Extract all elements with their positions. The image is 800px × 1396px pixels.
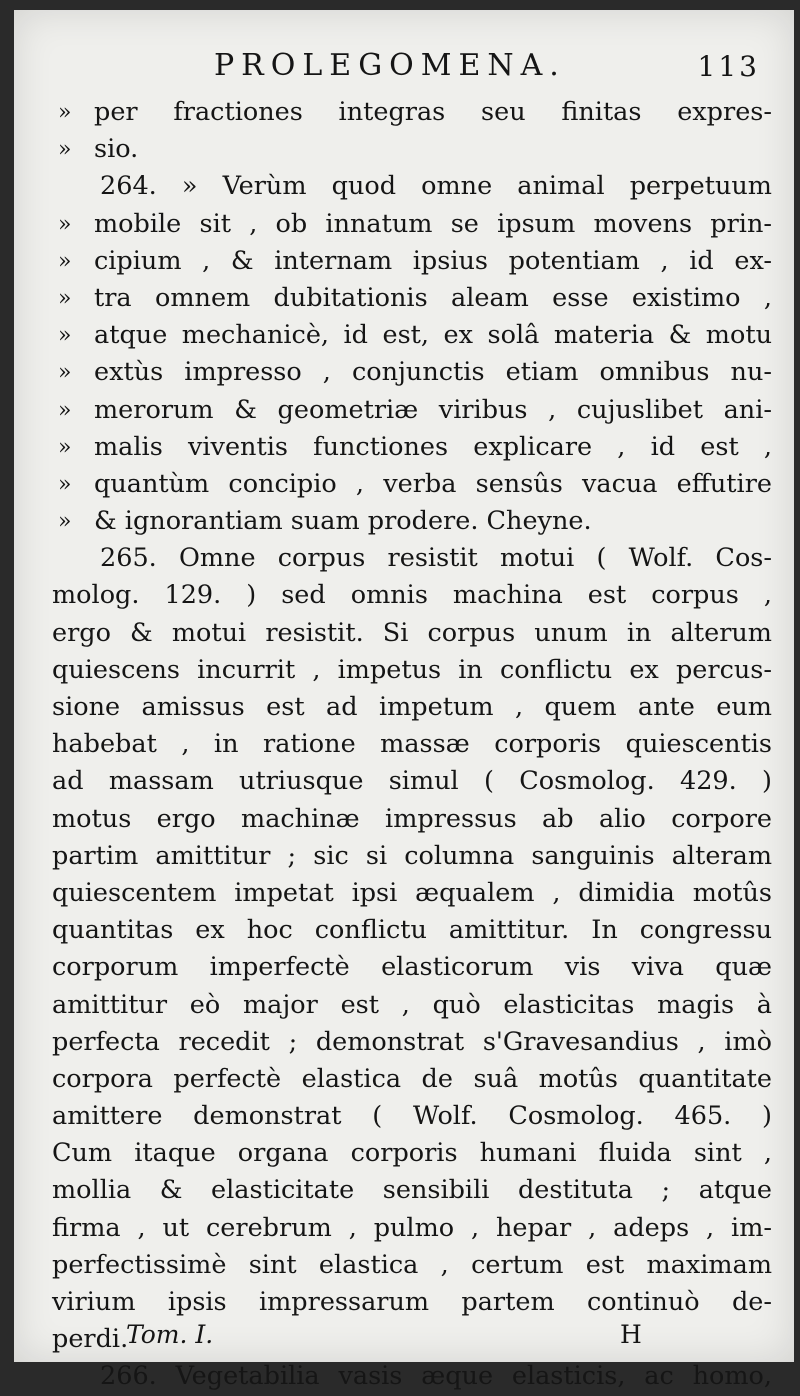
- line-text: perfectissimè sint elastica , certum est maximam: [52, 1249, 772, 1280]
- text-line: [52, 1061, 772, 1098]
- line-text: virium ipsis impressarum partem continuò de-: [52, 1287, 772, 1317]
- text-line: [52, 949, 772, 986]
- text-line: [52, 1284, 772, 1321]
- line-text: perdi.: [52, 1324, 129, 1355]
- text-line: [52, 429, 772, 466]
- quote-mark: »: [58, 397, 72, 423]
- quote-mark: »: [58, 285, 72, 311]
- line-text: habebat , in ratione massæ corporis quiescentis: [52, 729, 772, 760]
- line-text: quiescentem impetat ipsi æqualem , dimidia motûs: [52, 877, 772, 908]
- line-text: merorum & geometriæ viribus , cujuslibet ani-: [94, 394, 772, 425]
- text-line: [52, 1135, 772, 1172]
- line-text: cipium , & internam ipsius potentiam , id ex-: [94, 245, 772, 276]
- book-page: [14, 10, 794, 1392]
- line-text: corporum imperfectè elasticorum vis viva quæ: [52, 952, 772, 983]
- text-line: [52, 763, 772, 800]
- quote-mark: »: [58, 323, 72, 349]
- line-text: amittitur eò major est , quò elasticitas magis à: [52, 989, 772, 1020]
- line-text: per fractiones integras seu finitas expres-: [94, 97, 772, 127]
- line-text: corpora perfectè elastica de suâ motûs quantitate: [52, 1063, 772, 1094]
- line-text: malis viventis functiones explicare , id est ,: [94, 431, 772, 462]
- line-text: perfecta recedit ; demonstrat s'Gravesandius , imò: [52, 1026, 772, 1057]
- quote-mark: »: [58, 137, 72, 163]
- text-line: [52, 1210, 772, 1247]
- line-text: 266. Vegetabilia vasis æque elasticis, ac homo,: [100, 1361, 772, 1392]
- line-text: quiescens incurrit , impetus in conflictu ex percus-: [52, 654, 772, 685]
- line-text: partim amittitur ; sic si columna sanguinis alteram: [52, 840, 772, 871]
- quote-mark: »: [58, 471, 72, 497]
- line-text: mollia & elasticitate sensibili destituta ; atque: [52, 1175, 772, 1206]
- quote-mark: »: [58, 509, 72, 535]
- line-text: quantùm concipio , verba sensûs vacua effutire: [94, 468, 772, 499]
- text-line: [52, 280, 772, 317]
- line-text: 265. Omne corpus resistit motui ( Wolf. Cos-: [100, 543, 772, 574]
- text-line: [52, 838, 772, 875]
- text-line: [52, 317, 772, 354]
- signature-mark: H: [620, 1320, 642, 1349]
- text-line: [52, 875, 772, 912]
- text-line: [52, 652, 772, 689]
- line-text: tra omnem dubitationis aleam esse existimo ,: [94, 282, 772, 313]
- text-line: [52, 503, 772, 540]
- line-text: molog. 129. ) sed omnis machina est corpus ,: [52, 580, 772, 611]
- line-text: motus ergo machinæ impressus ab alio corpore: [52, 803, 772, 834]
- quote-mark: »: [58, 248, 72, 274]
- text-line: [52, 1358, 772, 1395]
- line-text: ad massam utriusque simul ( Cosmolog. 429. ): [52, 766, 772, 797]
- line-text: mobile sit , ob innatum se ipsum movens prin-: [94, 208, 772, 239]
- text-line: [52, 466, 772, 503]
- line-text: & ignorantiam suam prodere. Cheyne.: [94, 506, 592, 537]
- text-line: [52, 615, 772, 652]
- line-text: 264. » Verùm quod omne animal perpetuum: [100, 171, 772, 202]
- quote-mark: »: [58, 360, 72, 386]
- line-text: Cum itaque organa corporis humani fluida sint ,: [52, 1138, 772, 1169]
- text-line: [52, 1098, 772, 1135]
- text-line: [52, 689, 772, 726]
- page-number: 113: [697, 50, 760, 83]
- text-line: [52, 168, 772, 205]
- page-header: [14, 48, 794, 88]
- text-line: [52, 577, 772, 614]
- volume-label: Tom. I.: [126, 1320, 214, 1349]
- line-text: quantitas ex hoc conflictu amittitur. In congressu: [52, 915, 772, 946]
- quote-mark: »: [58, 434, 72, 460]
- line-text: sio.: [94, 134, 139, 165]
- text-line: [52, 1172, 772, 1209]
- text-line: [52, 801, 772, 838]
- line-text: firma , ut cerebrum , pulmo , hepar , adeps , im-: [52, 1212, 772, 1243]
- text-line: [52, 540, 772, 577]
- quote-mark: »: [58, 211, 72, 237]
- text-line: [52, 912, 772, 949]
- line-text: atque mechanicè, id est, ex solâ materia & motu: [94, 320, 772, 351]
- text-line: [52, 131, 772, 168]
- text-line: [52, 392, 772, 429]
- body-text: [52, 94, 772, 1396]
- text-line: [52, 243, 772, 280]
- text-line: [52, 1024, 772, 1061]
- text-line: [52, 94, 772, 131]
- page-footer: [14, 1320, 794, 1360]
- line-text: amittere demonstrat ( Wolf. Cosmolog. 465. ): [52, 1101, 772, 1132]
- text-line: [52, 1247, 772, 1284]
- line-text: sione amissus est ad impetum , quem ante eum: [52, 692, 772, 722]
- running-title: PROLEGOMENA.: [214, 48, 566, 83]
- line-text: ergo & motui resistit. Si corpus unum in alterum: [52, 617, 772, 648]
- line-text: extùs impresso , conjunctis etiam omnibus nu-: [94, 357, 772, 388]
- text-line: [52, 987, 772, 1024]
- quote-mark: »: [58, 100, 72, 125]
- text-line: [52, 206, 772, 243]
- text-line: [52, 354, 772, 391]
- text-line: [52, 726, 772, 763]
